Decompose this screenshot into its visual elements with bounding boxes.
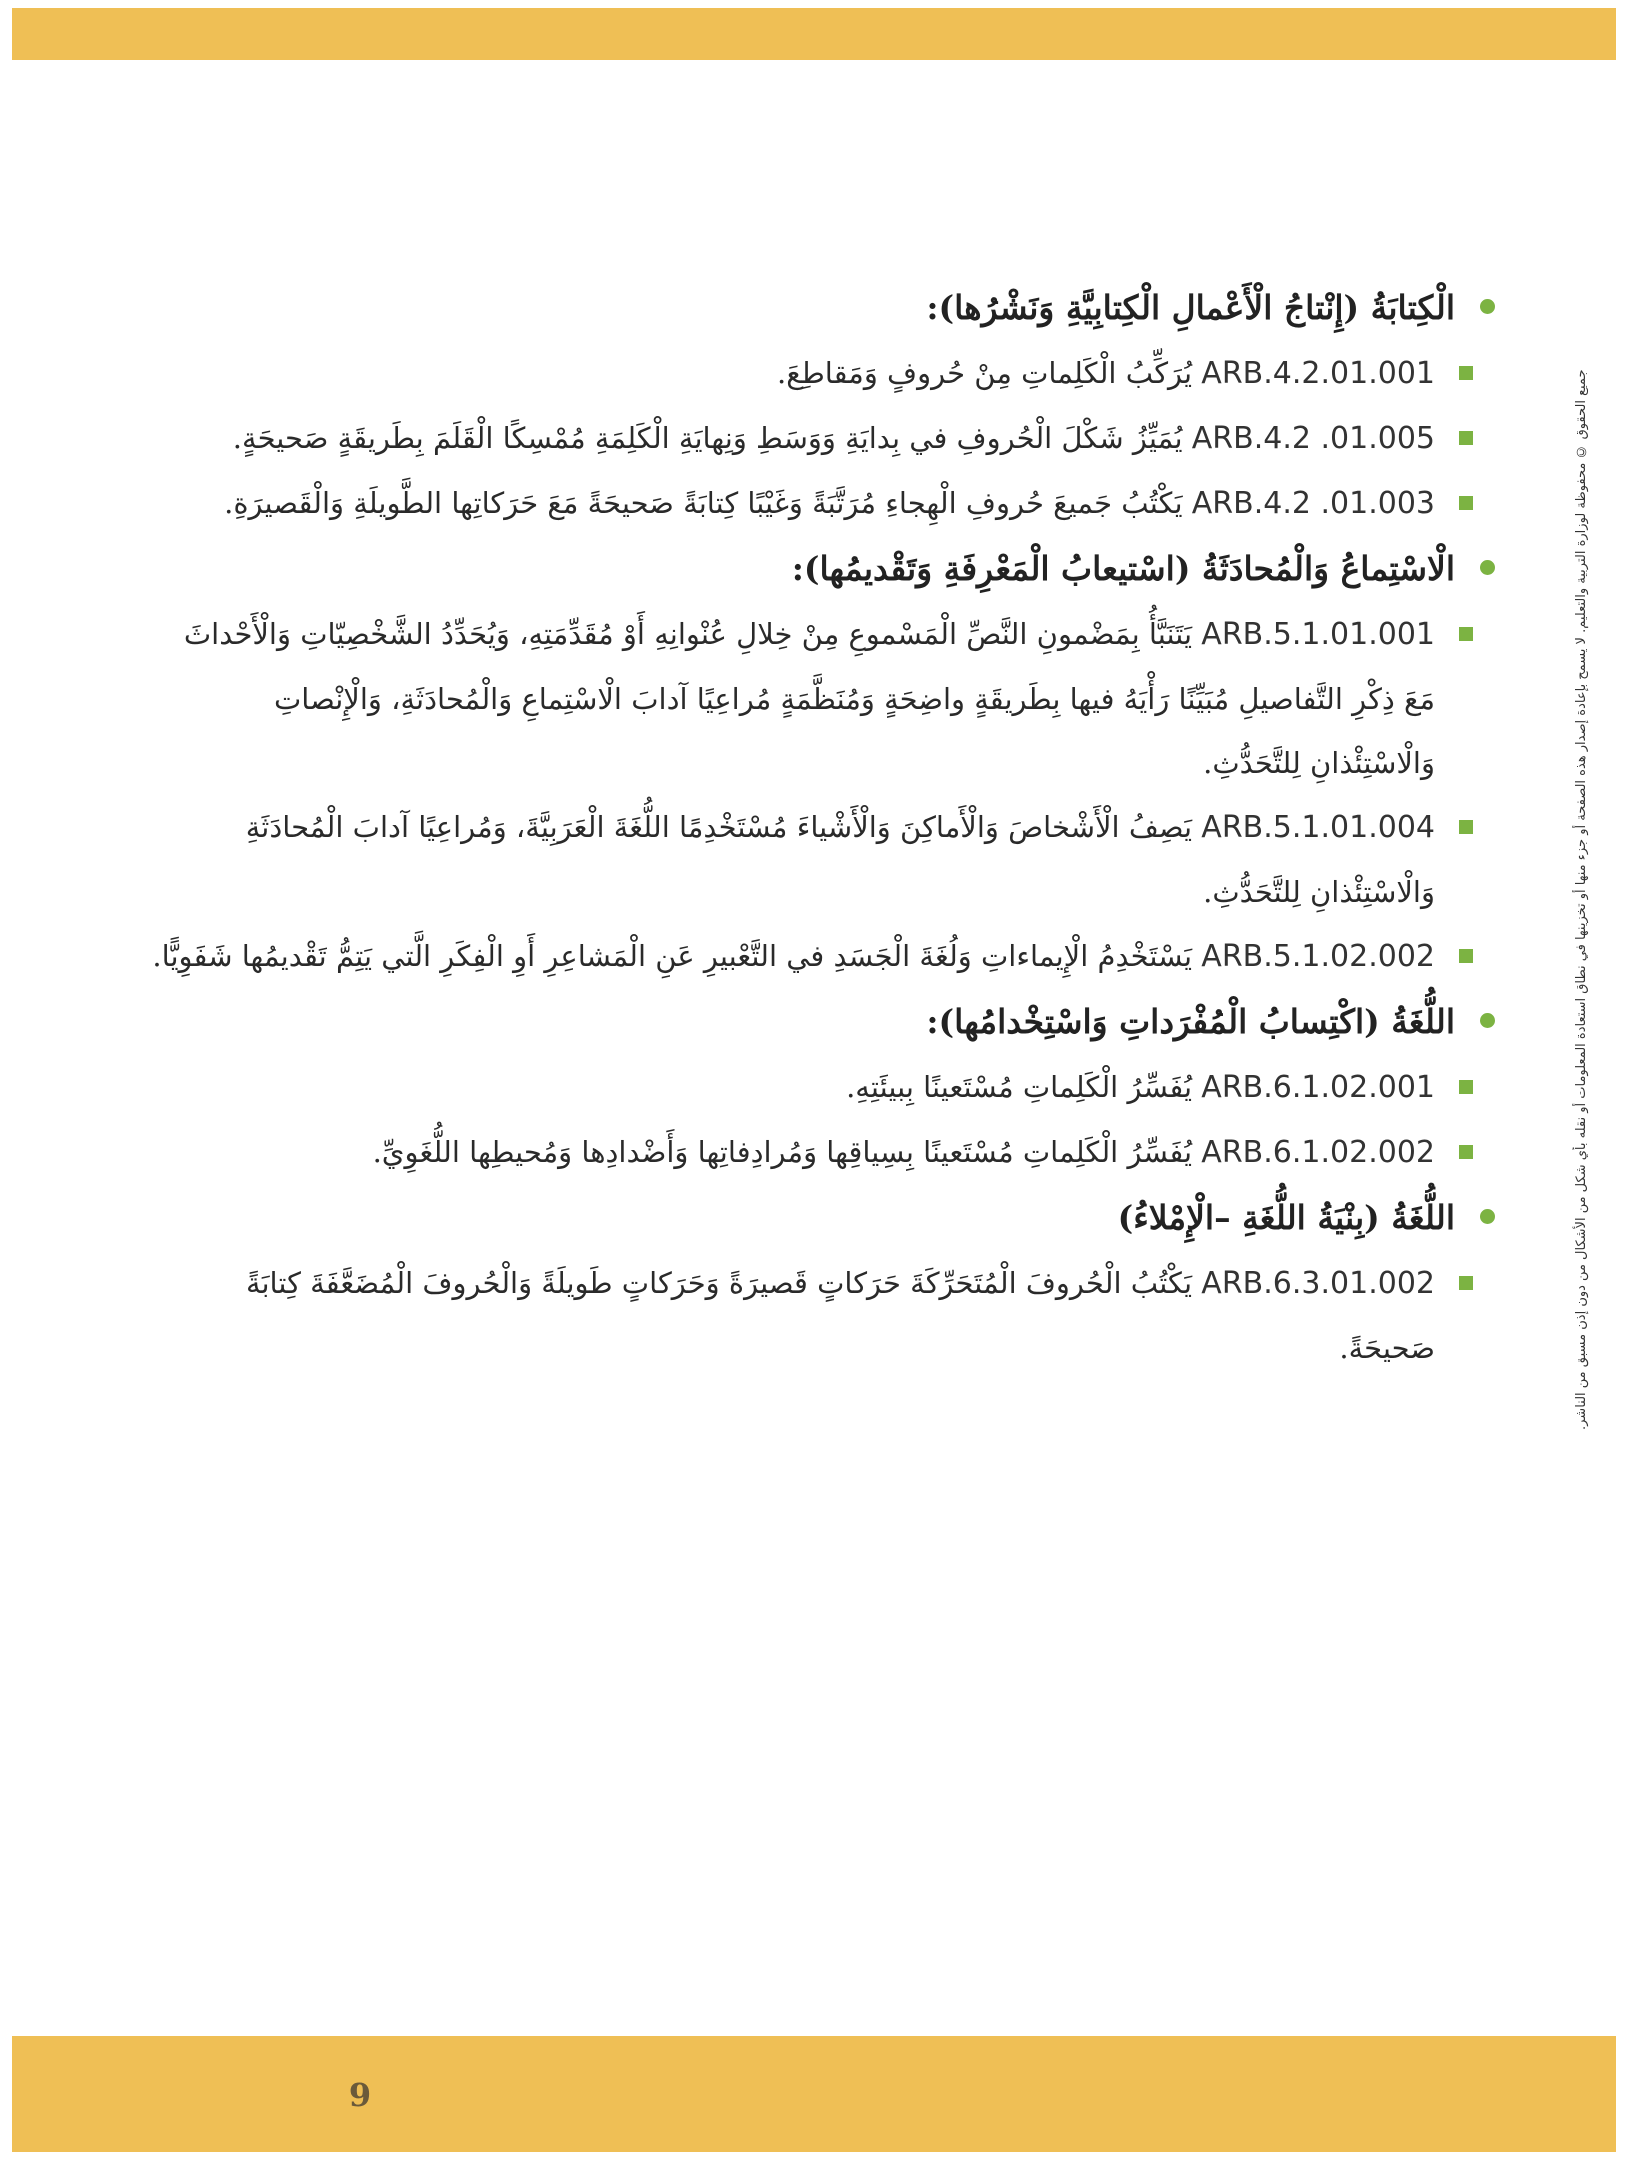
outcome-code: ARB.6.3.01.002 <box>1201 1266 1435 1301</box>
outcome-item <box>150 795 1495 924</box>
outcome-text: يُرَكِّبُ الْكَلِماتِ مِنْ حُروفٍ وَمَقاطِعَ. <box>777 356 1193 390</box>
outcome-code: ARB.6.1.02.001 <box>1201 1070 1435 1105</box>
outcome-text: يُمَيِّزُ شَكْلَ الْحُروفِ في بِدايَةِ وَوَسَطِ وَنِهايَةِ الْكَلِمَةِ مُمْسِكًا الْقَلَمَ بِطَريقَةٍ صَحيحَةٍ. <box>232 421 1183 455</box>
heading-text: الْكِتابَةُ (إِنْتاجُ الْأَعْمالِ الْكِتابِيَّةِ وَنَشْرُها): <box>926 288 1455 327</box>
outcome-item <box>150 1055 1495 1120</box>
green-square-bullet-icon <box>1459 1145 1473 1159</box>
green-square-bullet-icon <box>1459 1080 1473 1094</box>
green-square-bullet-icon <box>1459 366 1473 380</box>
section-listening-speaking <box>150 536 1495 989</box>
green-circle-bullet-icon <box>1480 1209 1495 1224</box>
copyright-side-note: جميع الحقوق © محفوظة لوزارة التربية والتعليم. لا يسمح بإعادة إصدار هذه الصفحة أو جزء منها أو تخزينها في نطاق استعادة المعلومات أو نقله بأي شكل من الأشكال من دون إذن مسبق من الناشر. <box>1574 369 1589 1431</box>
section-heading <box>150 1185 1495 1251</box>
outcome-text: يَكْتُبُ الْحُروفَ الْمُتَحَرِّكَةَ حَرَكاتٍ قَصيرَةً وَحَرَكاتٍ طَويلَةً وَالْحُروفَ الْمُضَعَّفَةَ كِتابَةً صَحيحَةً. <box>245 1266 1435 1365</box>
outcomes-content <box>150 275 1495 1380</box>
outcome-text: يَصِفُ الْأَشْخاصَ وَالْأَماكِنَ وَالْأَشْياءَ مُسْتَخْدِمًا اللُّغَةَ الْعَرَبِيَّةَ، وَمُراعِيًا آدابَ الْمُحادَثَةِ وَالْاسْتِئْذانِ لِلتَّحَدُّثِ. <box>245 810 1435 909</box>
section-dictation <box>150 1185 1495 1380</box>
outcome-text: يَتَنَبَّأُ بِمَضْمونِ النَّصِّ الْمَسْموعِ مِنْ خِلالِ عُنْوانِهِ أَوْ مُقَدِّمَتِهِ، وَيُحَدِّدُ الشَّخْصِيّاتِ وَالْأَحْداثَ مَعَ ذِكْرِ التَّفاصيلِ مُبَيِّنًا رَأْيَهُ فيها بِطَريقَةٍ واضِحَةٍ وَمُنَظَّمَةٍ مُراعِيًا آدابَ الْاسْتِماعِ وَالْمُحادَثَةِ، وَالْإِنْصاتِ وَالْاسْتِئْذانِ لِلتَّحَدُّثِ. <box>183 617 1435 780</box>
green-square-bullet-icon <box>1459 820 1473 834</box>
outcome-code: ARB.5.1.01.001 <box>1201 617 1435 652</box>
outcome-item <box>150 471 1495 536</box>
top-color-band <box>12 8 1616 60</box>
outcome-code: ARB.4.2.01.001 <box>1201 356 1435 391</box>
page-number: 9 <box>348 2076 372 2114</box>
green-circle-bullet-icon <box>1480 299 1495 314</box>
bottom-color-band <box>12 2036 1616 2152</box>
section-heading <box>150 989 1495 1055</box>
green-square-bullet-icon <box>1459 1276 1473 1290</box>
outcome-item <box>150 341 1495 406</box>
outcome-code: ARB.4.2 .01.003 <box>1191 486 1435 521</box>
green-square-bullet-icon <box>1459 949 1473 963</box>
outcome-code: ARB.6.1.02.002 <box>1201 1135 1435 1170</box>
heading-text: اللُّغَةُ (اكْتِسابُ الْمُفْرَداتِ وَاسْتِخْدامُها): <box>926 1002 1455 1041</box>
green-square-bullet-icon <box>1459 496 1473 510</box>
outcome-code: ARB.4.2 .01.005 <box>1191 421 1435 456</box>
section-heading <box>150 536 1495 602</box>
outcome-code: ARB.5.1.01.004 <box>1201 810 1435 845</box>
outcome-text: يُفَسِّرُ الْكَلِماتِ مُسْتَعينًا بِسِياقِها وَمُرادِفاتِها وَأَضْدادِها وَمُحيطِها اللُّغَوِيِّ. <box>372 1135 1193 1169</box>
outcome-text: يَسْتَخْدِمُ الْإِيماءاتِ وَلُغَةَ الْجَسَدِ في التَّعْبيرِ عَنِ الْمَشاعِرِ أَوِ الْفِكَرِ الَّتي يَتِمُّ تَقْديمُها شَفَوِيًّا. <box>152 939 1193 973</box>
outcome-text: يَكْتُبُ جَميعَ حُروفِ الْهِجاءِ مُرَتَّبَةً وَغَيْبًا كِتابَةً صَحيحَةً مَعَ حَرَكاتِها الطَّويلَةِ وَالْقَصيرَةِ. <box>224 486 1183 520</box>
outcome-text: يُفَسِّرُ الْكَلِماتِ مُسْتَعينًا بِبيئَتِهِ. <box>846 1070 1193 1104</box>
section-writing <box>150 275 1495 536</box>
outcome-item <box>150 406 1495 471</box>
heading-text: الْاسْتِماعُ وَالْمُحادَثَةُ (اسْتيعابُ الْمَعْرِفَةِ وَتَقْديمُها): <box>791 549 1455 588</box>
green-square-bullet-icon <box>1459 431 1473 445</box>
section-vocabulary <box>150 989 1495 1185</box>
section-heading <box>150 275 1495 341</box>
outcome-item <box>150 1251 1495 1380</box>
outcome-item <box>150 924 1495 989</box>
outcome-code: ARB.5.1.02.002 <box>1201 939 1435 974</box>
outcome-item <box>150 602 1495 795</box>
green-circle-bullet-icon <box>1480 560 1495 575</box>
green-square-bullet-icon <box>1459 627 1473 641</box>
outcome-item <box>150 1120 1495 1185</box>
heading-text: اللُّغَةُ (بِنْيَةُ اللُّغَةِ –الْإِمْلاءُ) <box>1117 1198 1455 1237</box>
green-circle-bullet-icon <box>1480 1013 1495 1028</box>
